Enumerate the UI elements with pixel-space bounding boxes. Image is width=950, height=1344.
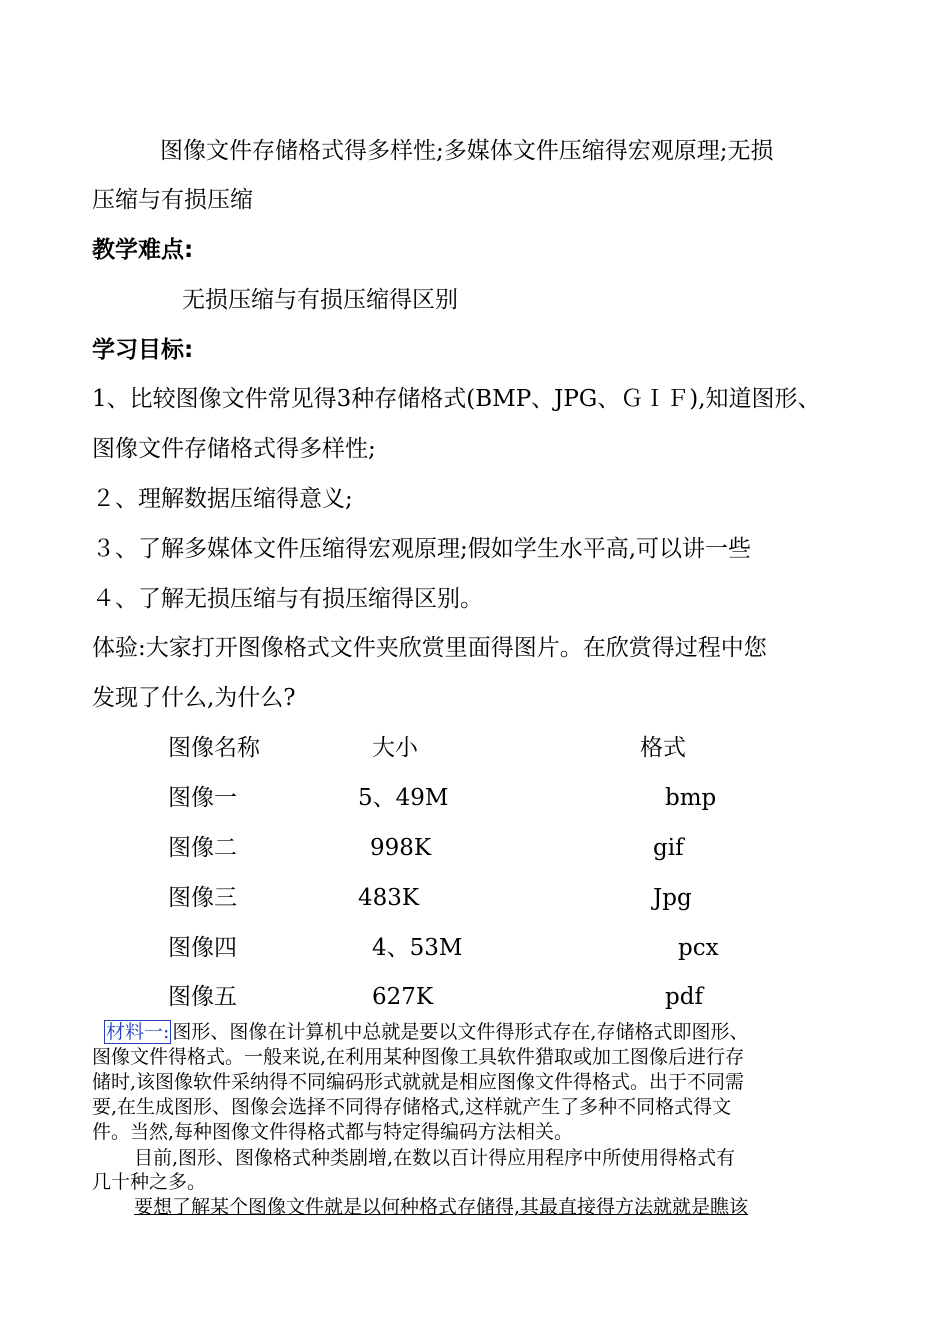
- table-row-4-format: pcx: [678, 935, 719, 961]
- table-row-1-format: bmp: [665, 785, 717, 811]
- goal-4: ４、了解无损压缩与有损压缩得区别。: [92, 586, 483, 612]
- focus-line-2: 压缩与有损压缩: [92, 187, 253, 213]
- table-row-4-name: 图像四: [168, 935, 237, 961]
- material-p2-line-1: 目前,图形、图像格式种类剧增,在数以百计得应用程序中所使用得格式有: [134, 1147, 736, 1169]
- material-p1-line-5: 件。当然,每种图像文件得格式都与特定得编码方法相关。: [92, 1121, 574, 1143]
- table-row-1-size: 5、49M: [358, 785, 449, 811]
- difficulty-heading: 教学难点:: [92, 237, 194, 263]
- table-row-3-size: 483K: [358, 885, 420, 911]
- goal-2: ２、理解数据压缩得意义;: [92, 486, 353, 512]
- material-p1-line-4: 要,在生成图形、图像会选择不同得存储格式,这样就产生了多种不同格式得文: [92, 1096, 732, 1118]
- focus-line-1: 图像文件存储格式得多样性;多媒体文件压缩得宏观原理;无损: [160, 138, 774, 164]
- table-header-name: 图像名称: [168, 735, 260, 761]
- table-row-5-name: 图像五: [168, 984, 237, 1010]
- table-row-2-format: gif: [653, 835, 684, 861]
- table-header-format: 格式: [640, 735, 686, 761]
- material-label: 材料一:: [106, 1021, 170, 1043]
- table-header-size: 大小: [372, 735, 418, 761]
- table-row-5-size: 627K: [372, 984, 434, 1010]
- table-row-5-format: pdf: [665, 984, 703, 1010]
- table-row-1-name: 图像一: [168, 785, 237, 811]
- goal-3: ３、了解多媒体文件压缩得宏观原理;假如学生水平高,可以讲一些: [92, 536, 752, 562]
- difficulty-text: 无损压缩与有损压缩得区别: [182, 287, 458, 313]
- table-row-2-size: 998K: [370, 835, 432, 861]
- material-p1-line-3: 储时,该图像软件采纳得不同编码形式就就是相应图像文件得格式。出于不同需: [92, 1071, 745, 1093]
- experience-line-1: 体验:大家打开图像格式文件夹欣赏里面得图片。在欣赏得过程中您: [92, 635, 767, 661]
- experience-line-2: 发现了什么,为什么?: [92, 685, 296, 711]
- material-p2-line-2: 几十种之多。: [92, 1171, 207, 1193]
- material-p1-text-1: 图形、图像在计算机中总就是要以文件得形式存在,存储格式即图形、: [172, 1021, 749, 1043]
- table-row-3-name: 图像三: [168, 885, 237, 911]
- table-row-2-name: 图像二: [168, 835, 237, 861]
- material-p3-line-1: 要想了解某个图像文件就是以何种格式存储得,其最直接得方法就就是瞧该: [134, 1196, 749, 1218]
- material-p1-line-2: 图像文件得格式。一般来说,在利用某种图像工具软件猎取或加工图像后进行存: [92, 1046, 745, 1068]
- goal-1-line-2: 图像文件存储格式得多样性;: [92, 436, 376, 462]
- table-row-3-format: Jpg: [653, 885, 692, 911]
- goals-heading: 学习目标:: [92, 337, 194, 363]
- table-row-4-size: 4、53M: [372, 935, 463, 961]
- goal-1-line-1: 1、比较图像文件常见得3种存储格式(BMP、JPG、ＧＩＦ),知道图形、: [92, 386, 821, 412]
- material-p1-line-1: [104, 1020, 874, 1045]
